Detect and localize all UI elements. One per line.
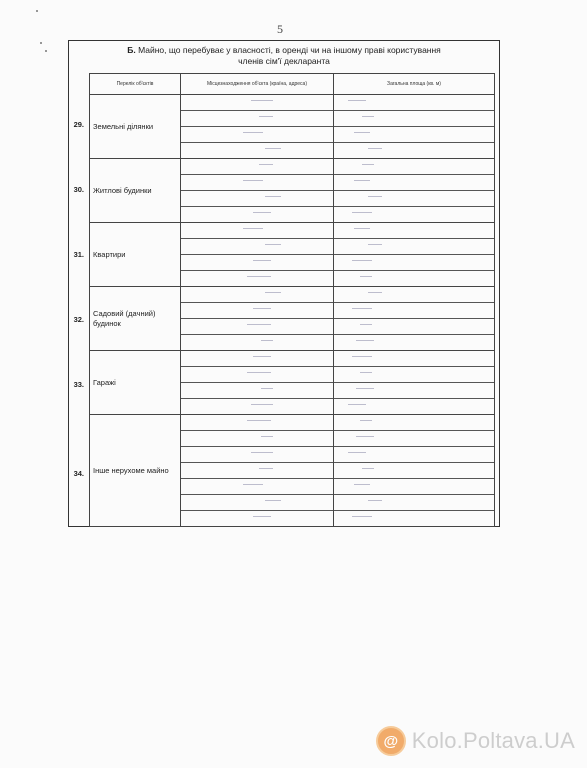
area-cell [334,223,495,287]
redaction-mark [360,276,372,277]
redaction-mark [253,212,271,213]
row-number: 30. [73,185,84,194]
redaction-mark [259,116,273,117]
redaction-mark [352,260,372,261]
redaction-mark [368,500,382,501]
redaction-mark [352,212,372,213]
object-type-cell: Садовий (дачний) будинок [90,287,181,351]
object-type-cell: Земельні ділянки [90,95,181,159]
area-entry-line [334,367,494,383]
redaction-mark [360,420,372,421]
location-cell [181,287,334,351]
area-entry-line [334,399,494,414]
object-type-cell: Квартири [90,223,181,287]
location-entry-line [181,383,333,399]
redaction-mark [253,260,271,261]
area-cell [334,287,495,351]
assets-table-wrap [89,73,495,520]
redaction-mark [265,196,281,197]
redaction-mark [362,468,374,469]
redaction-mark [356,388,374,389]
redaction-mark [261,436,273,437]
area-entry-line [334,431,494,447]
scan-speck [45,50,47,52]
area-entry-line [334,351,494,367]
area-entry-line [334,175,494,191]
redaction-mark [247,324,271,325]
redaction-mark [247,276,271,277]
redaction-mark [261,388,273,389]
table-row [90,415,495,527]
scan-speck [36,10,38,12]
area-cell [334,351,495,415]
redaction-mark [261,340,273,341]
redaction-mark [247,420,271,421]
area-entry-line [334,207,494,222]
location-entry-line [181,111,333,127]
location-cell [181,415,334,527]
redaction-mark [352,308,372,309]
redaction-mark [265,148,281,149]
area-entry-line [334,271,494,286]
redaction-mark [356,340,374,341]
section-letter: Б. [127,45,136,55]
table-body [90,95,495,527]
header-location: Місцезнаходження об'єкта (країна, адреса) [181,74,334,95]
redaction-mark [368,292,382,293]
redaction-mark [356,436,374,437]
area-entry-line [334,495,494,511]
redaction-mark [265,292,281,293]
redaction-mark [265,500,281,501]
row-number: 29. [73,120,84,129]
object-type-cell: Інше нерухоме майно [90,415,181,527]
row-number: 33. [73,380,84,389]
section-title-line2: членів сім'ї декларанта [238,56,330,66]
redaction-mark [251,452,273,453]
header-object-type: Перелік об'єктів [90,74,181,95]
location-entry-line [181,335,333,350]
redaction-mark [362,164,374,165]
area-entry-line [334,111,494,127]
redaction-mark [251,100,273,101]
redaction-mark [360,372,372,373]
redaction-mark [253,356,271,357]
header-total-area: Загальна площа (кв. м) [334,74,495,95]
at-sign-icon: @ [376,726,406,756]
table-row [90,223,495,287]
area-entry-line [334,319,494,335]
location-entry-line [181,303,333,319]
area-entry-line [334,479,494,495]
location-entry-line [181,367,333,383]
redaction-mark [348,452,366,453]
location-cell [181,223,334,287]
location-entry-line [181,495,333,511]
redaction-mark [354,180,370,181]
object-type-cell: Гаражі [90,351,181,415]
redaction-mark [243,180,263,181]
location-entry-line [181,175,333,191]
area-entry-line [334,511,494,526]
row-number: 32. [73,315,84,324]
redaction-mark [360,324,372,325]
area-entry-line [334,447,494,463]
location-cell [181,351,334,415]
redaction-mark [362,116,374,117]
location-entry-line [181,511,333,526]
watermark [376,726,575,756]
redaction-mark [259,468,273,469]
page-number: 5 [277,22,283,36]
table-row [90,351,495,415]
section-frame [68,40,500,527]
redaction-mark [354,228,370,229]
location-entry-line [181,191,333,207]
area-entry-line [334,255,494,271]
redaction-mark [247,372,271,373]
section-title-text: Майно, що перебуває у власності, в оренді чи на іншому праві користування [138,45,441,55]
redaction-mark [354,132,370,133]
area-cell [334,159,495,223]
watermark-text: Kolo.Poltava.UA [411,728,575,753]
location-entry-line [181,415,333,431]
redaction-mark [352,356,372,357]
redaction-mark [368,244,382,245]
location-entry-line [181,431,333,447]
section-title [69,45,499,67]
area-entry-line [334,415,494,431]
location-entry-line [181,399,333,414]
table-row [90,159,495,223]
area-entry-line [334,143,494,158]
redaction-mark [243,484,263,485]
location-entry-line [181,95,333,111]
location-cell [181,159,334,223]
redaction-mark [259,164,273,165]
redaction-mark [352,516,372,517]
location-entry-line [181,127,333,143]
object-type-cell: Житлові будинки [90,159,181,223]
table-row [90,95,495,159]
location-entry-line [181,143,333,158]
area-entry-line [334,303,494,319]
location-entry-line [181,159,333,175]
area-entry-line [334,287,494,303]
location-entry-line [181,223,333,239]
redaction-mark [251,404,273,405]
redaction-mark [253,308,271,309]
location-entry-line [181,351,333,367]
scan-speck [40,42,42,44]
area-entry-line [334,95,494,111]
area-entry-line [334,127,494,143]
table-row [90,287,495,351]
area-cell [334,415,495,527]
location-cell [181,95,334,159]
row-number: 34. [73,469,84,478]
location-entry-line [181,319,333,335]
area-cell [334,95,495,159]
table-header-row [90,74,495,95]
redaction-mark [243,132,263,133]
location-entry-line [181,239,333,255]
redaction-mark [243,228,263,229]
location-entry-line [181,447,333,463]
area-entry-line [334,223,494,239]
area-entry-line [334,383,494,399]
location-entry-line [181,479,333,495]
location-entry-line [181,463,333,479]
location-entry-line [181,287,333,303]
redaction-mark [368,196,382,197]
assets-table [89,73,495,527]
redaction-mark [253,516,271,517]
area-entry-line [334,191,494,207]
redaction-mark [265,244,281,245]
area-entry-line [334,463,494,479]
area-entry-line [334,335,494,350]
location-entry-line [181,255,333,271]
redaction-mark [348,100,366,101]
redaction-mark [368,148,382,149]
location-entry-line [181,271,333,286]
row-number: 31. [73,250,84,259]
location-entry-line [181,207,333,222]
redaction-mark [348,404,366,405]
area-entry-line [334,159,494,175]
area-entry-line [334,239,494,255]
redaction-mark [354,484,370,485]
